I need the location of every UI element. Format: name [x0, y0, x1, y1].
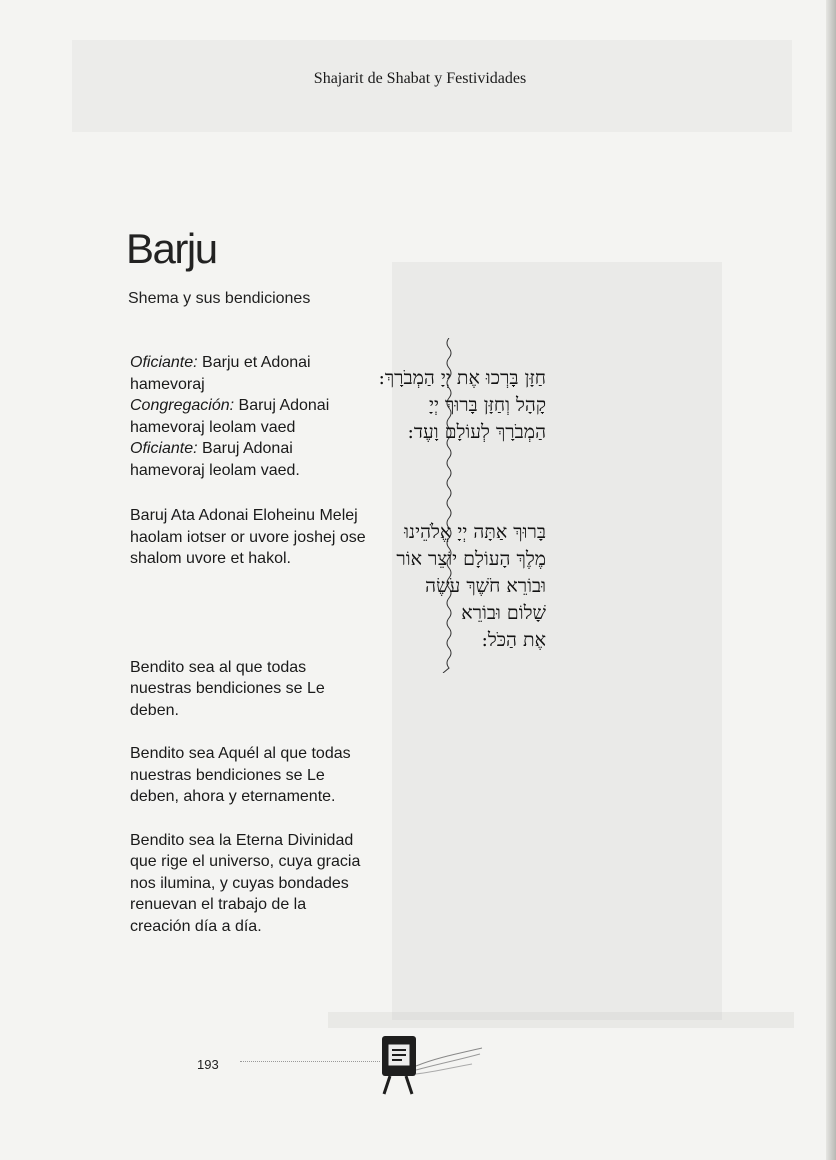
hebrew-line: קָהָל וְחַזָּן בָּרוּךְ יְיָ [429, 394, 546, 416]
footer-rule [240, 1061, 380, 1062]
hebrew-line: שָׁלוֹם וּבוֹרֵא [461, 602, 546, 624]
speaker-label: Congregación: [130, 397, 235, 414]
hebrew-line: חַזָּן בָּרְכוּ אֶת יְיָ הַמְבֹרָךְ: [378, 367, 546, 389]
running-header: Shajarit de Shabat y Festividades [313, 70, 527, 87]
translation-paragraph: Bendito sea la Eterna Divinidad que rige el universo, cuya gracia nos ilumina, y cuyas bondades renuevan el trabajo de la creación día a día. [130, 831, 361, 935]
section-title: Barju [126, 225, 217, 272]
transliteration-text: Barju et Adonai hamevoraj [130, 354, 311, 393]
hebrew-line: מֶלֶךְ הָעוֹלָם יוֹצֵר אוֹר [396, 548, 546, 570]
transliteration-text: Baruj Adonai hamevoraj leolam vaed [130, 397, 330, 436]
hebrew-line: בָּרוּךְ אַתָּה יְיָ אֱלֹהֵינוּ [404, 521, 546, 543]
speaker-label: Oficiante: [130, 354, 198, 371]
show-through-bottom [328, 1012, 794, 1028]
page-number: 193 [197, 1057, 219, 1072]
hebrew-text [326, 365, 546, 654]
tefillin-emblem-icon [376, 1028, 486, 1096]
translation-paragraph: Bendito sea Aquél al que todas nuestras bendiciones se Le deben, ahora y eternamente. [130, 745, 351, 805]
speaker-label: Oficiante: [130, 440, 198, 457]
transliteration-text: Baruj Adonai hamevoraj leolam vaed. [130, 440, 300, 479]
hebrew-line: וּבוֹרֵא חֹשֶׁךְ עֹשֶׂה [425, 575, 546, 597]
translation-paragraph: Bendito sea al que todas nuestras bendiciones se Le deben. [130, 658, 325, 719]
hebrew-line: הַמְבֹרָךְ לְעוֹלָם וָעֶד: [407, 421, 546, 443]
hebrew-line: אֶת הַכֹּל: [481, 629, 546, 651]
section-subtitle: Shema y sus bendiciones [128, 290, 311, 307]
transliteration-blessing: Baruj Ata Adonai Eloheinu Melej haolam iotser or uvore joshej ose shalom uvore et hakol. [130, 507, 366, 567]
page-edge [826, 0, 836, 1160]
